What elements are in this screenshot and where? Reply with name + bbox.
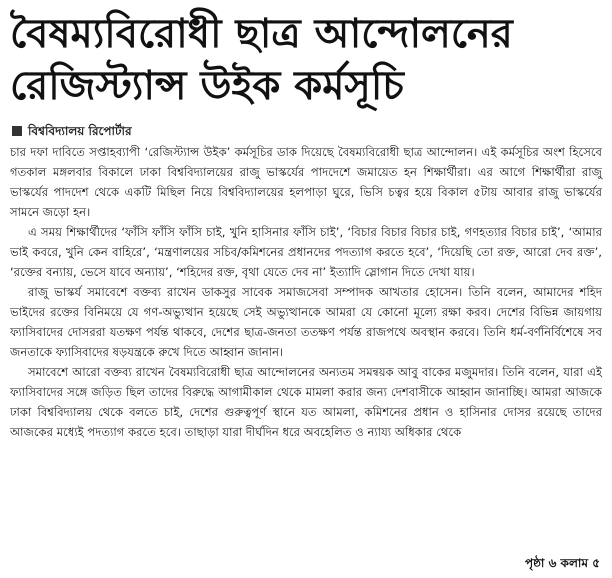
headline-line-1: বৈষম্যবিরোধী ছাত্র আন্দোলনের bbox=[10, 11, 513, 57]
article-body bbox=[10, 142, 602, 442]
byline-square-icon bbox=[12, 126, 22, 136]
paragraph-4: সমাবেশে আরো বক্তব্য রাখেন বৈষম্যবিরোধী ছাত্র আন্দোলনের অন্যতম সমন্বয়ক আবু বাকের মজুমদার। তিনি বলেন, যারা এই ফ্যাসিবাদের সঙ্গে জড়িত ছিল তাদের বিরুদ্ধে আগামীকাল থেকে মামলা করার জন্য দেশবাসীকে আহ্বান জানাচ্ছি। আমরা আজকে ঢাকা বিশ্ববিদ্যালয় থেকে বলতে চাই, দেশের গুরুত্বপূর্ণ স্থানে যত আমলা, কমিশনের প্রধান ও হাসিনার দোসর রয়েছে তাদের আজকের মধ্যেই পদত্যাগ করতে হবে। তাছাড়া যারা দীর্ঘদিন ধরে অবহেলিত ও ন্যায্য অধিকার থেকে bbox=[10, 365, 602, 439]
headline-line-2: রেজিস্ট্যান্স উইক কর্মসূচি bbox=[10, 63, 404, 109]
byline bbox=[10, 122, 602, 140]
paragraph-1: চার দফা দাবিতে সপ্তাহব্যাপী ‘রেজিস্ট্যান্স উইক’ কর্মসূচির ডাক দিয়েছে বৈষম্যবিরোধী ছাত্র আন্দোলন। এই কর্মসূচির অংশ হিসেবে গতকাল মঙ্গলবার বিকালে ঢাকা বিশ্ববিদ্যালয়ের রাজু ভাস্কর্যের পাদদেশে জমায়েত হন শিক্ষার্থীরা। এর আগে শিক্ষার্থীরা রাজু ভাস্কর্যের পাদদেশ থেকে একটি মিছিল নিয়ে বিশ্ববিদ্যালয়ের হলপাড়া ঘুরে, ভিসি চত্বর হয়ে বিকাল ৫টায় আবার রাজু ভাস্কর্যের সামনে জড়ো হন। bbox=[10, 145, 602, 219]
continuation-label: পৃষ্ঠা ৬ কলাম ৫ bbox=[519, 554, 600, 572]
headline bbox=[10, 8, 602, 112]
byline-text: বিশ্ববিদ্যালয় রিপোর্টার bbox=[28, 124, 132, 138]
paragraph-2: এ সময় শিক্ষার্থীদের ‘ফাঁসি ফাঁসি ফাঁসি চাই, খুনি হাসিনার ফাঁসি চাই’, ‘বিচার বিচার বিচার চাই, গণহত্যার বিচার চাই’, ‘আমার ভাই কবরে, খুনি কেন বাহিরে’, ‘মন্ত্রণালয়ের সচিব/কমিশনের প্রধানদের পদত্যাগ করতে হবে’, ‘দিয়েছি তো রক্ত, আরো দেব রক্ত’, ‘রক্তের বন্যায়, ভেসে যাবে অন্যায়’, ‘শহিদের রক্ত, বৃথা যেতে দেব না’ ইত্যাদি স্লোগান দিতে দেখা যায়। bbox=[10, 225, 602, 279]
paragraph-3: রাজু ভাস্কর্য সমাবেশে বক্তব্য রাখেন ডাকসুর সাবেক সমাজসেবা সম্পাদক আখতার হোসেন। তিনি বলেন, আমাদের শহিদ ভাইদের রক্তের বিনিময়ে যে গণ-অভ্যুত্থান হয়েছে সেই অভ্যুত্থানকে আমরা যে কোনো মূল্যে রক্ষা করব। দেশের বিভিন্ন জায়গায় ফ্যাসিবাদের দোসররা যতক্ষণ পর্যন্ত থাকবে, দেশের ছাত্র-জনতা ততক্ষণ পর্যন্ত রাজপথে অবস্থান করবে। তিনি ধর্ম-বর্ণনির্বিশেষে সব জনতাকে ফ্যাসিবাদের ষড়যন্ত্রকে রুখে দিতে আহ্বান জানান। bbox=[10, 285, 602, 359]
